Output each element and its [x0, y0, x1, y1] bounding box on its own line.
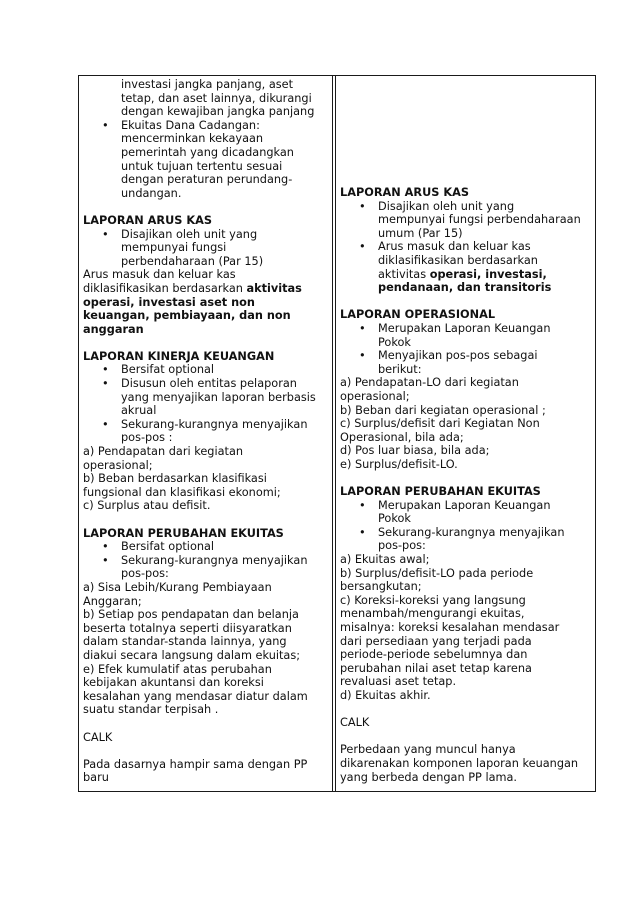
- left-kinerja-heading: LAPORAN KINERJA KEUANGAN: [83, 349, 275, 363]
- list-item: • Menyajikan pos-pos sebagai berikut:: [340, 349, 593, 376]
- list-item: • Sekurang-kurangnya menyajikan pos-pos:: [83, 554, 328, 581]
- right-ekuitas-list: [340, 499, 593, 553]
- list-item: • Sekurang-kurangnya menyajikan pos-pos :: [83, 418, 328, 445]
- arus-kas-bullet-bold: operasi, investasi, pendanaan, dan transitoris: [378, 267, 552, 295]
- list-item: • Sekurang-kurangnya menyajikan pos-pos:: [340, 526, 593, 553]
- list-item: • Merupakan Laporan Keuangan Pokok: [340, 322, 593, 349]
- left-ekuitas-list: [83, 540, 328, 581]
- right-operasional-items: a) Pendapatan-LO dari kegiatan operasional; b) Beban dari kegiatan operasional ; c) Surplus/defisit dari Kegiatan Non Operasional, bila ada; d) Pos luar biasa, bila ada; e) Surplus/defisit-LO.: [340, 376, 546, 471]
- list-item: • Disajikan oleh unit yang mempunyai fungsi perbendaharaan (Par 15): [83, 228, 328, 269]
- list-item: [340, 240, 593, 294]
- left-ekuitas-items: a) Sisa Lebih/Kurang Pembiayaan Anggaran; b) Setiap pos pendapatan dan belanja beserta totalnya seperti diisyaratkan dalam standar-standa lainnya, yang diakui secara langsung dalam ekuitas; e) Efek kumulatif atas perubahan kebijakan akuntansi dan koreksi kesalahan yang mendasar diatur dalam suatu standar terpisah .: [83, 580, 308, 717]
- left-continuation-text: investasi jangka panjang, aset tetap, dan aset lainnya, dikurangi dengan kewajiban jangka panjang: [121, 78, 315, 119]
- right-operasional-heading: LAPORAN OPERASIONAL: [340, 308, 496, 322]
- list-item: • Merupakan Laporan Keuangan Pokok: [340, 499, 593, 526]
- left-arus-kas-heading: LAPORAN ARUS KAS: [83, 213, 212, 227]
- comparison-table: [78, 75, 596, 792]
- list-item: • Bersifat optional: [83, 363, 328, 377]
- left-arus-kas-list: [83, 228, 328, 269]
- right-operasional-list: [340, 322, 593, 376]
- list-item: • Bersifat optional: [83, 540, 328, 554]
- left-arus-kas-text: [83, 268, 328, 336]
- right-calk-heading: CALK: [340, 716, 370, 730]
- arus-kas-bullet-normal: Arus masuk dan keluar kas diklasifikasikan berdasarkan aktivitas: [378, 240, 538, 281]
- right-ekuitas-heading: LAPORAN PERUBAHAN EKUITAS: [340, 485, 541, 499]
- right-arus-kas-heading: LAPORAN ARUS KAS: [340, 186, 469, 199]
- right-column: [335, 76, 597, 791]
- left-calk-heading: CALK: [83, 730, 113, 744]
- list-item: • Disusun oleh entitas pelaporan yang menyajikan laporan berbasis akrual: [83, 377, 328, 418]
- left-kinerja-items: a) Pendapatan dari kegiatan operasional; b) Beban berdasarkan klasifikasi fungsional dan klasifikasi ekonomi; c) Surplus atau defisit.: [83, 445, 281, 513]
- left-column: [79, 76, 333, 791]
- left-ekuitas-dana-list: [83, 119, 328, 201]
- arus-kas-text-normal: Arus masuk dan keluar kas diklasifikasikan berdasarkan: [83, 268, 243, 295]
- left-ekuitas-heading: LAPORAN PERUBAHAN EKUITAS: [83, 526, 284, 540]
- list-item: • Disajikan oleh unit yang mempunyai fungsi perbendaharaan umum (Par 15): [340, 200, 593, 241]
- left-calk-text: Pada dasarnya hampir sama dengan PP baru: [83, 757, 308, 785]
- right-arus-kas-list: [340, 200, 593, 295]
- right-ekuitas-items: a) Ekuitas awal; b) Surplus/defisit-LO pada periode bersangkutan; c) Koreksi-koreksi yang langsung menambah/mengurangi ekuitas, misalnya: koreksi kesalahan mendasar dari persediaan yang terjadi pada periode-periode sebelumnya dan perubahan nilai aset tetap karena revaluasi aset tetap. d) Ekuitas akhir.: [340, 553, 560, 702]
- arus-kas-text-bold: aktivitas operasi, investasi aset non keuangan, pembiayaan, dan non anggaran: [83, 281, 302, 336]
- list-item: • Ekuitas Dana Cadangan: mencerminkan kekayaan pemerintah yang dicadangkan untuk tujuan tertentu sesuai dengan peraturan perundang- undangan.: [83, 119, 328, 201]
- right-calk-text: Perbedaan yang muncul hanya dikarenakan komponen laporan keuangan yang berbeda dengan PP lama.: [340, 743, 579, 784]
- left-kinerja-list: [83, 363, 328, 445]
